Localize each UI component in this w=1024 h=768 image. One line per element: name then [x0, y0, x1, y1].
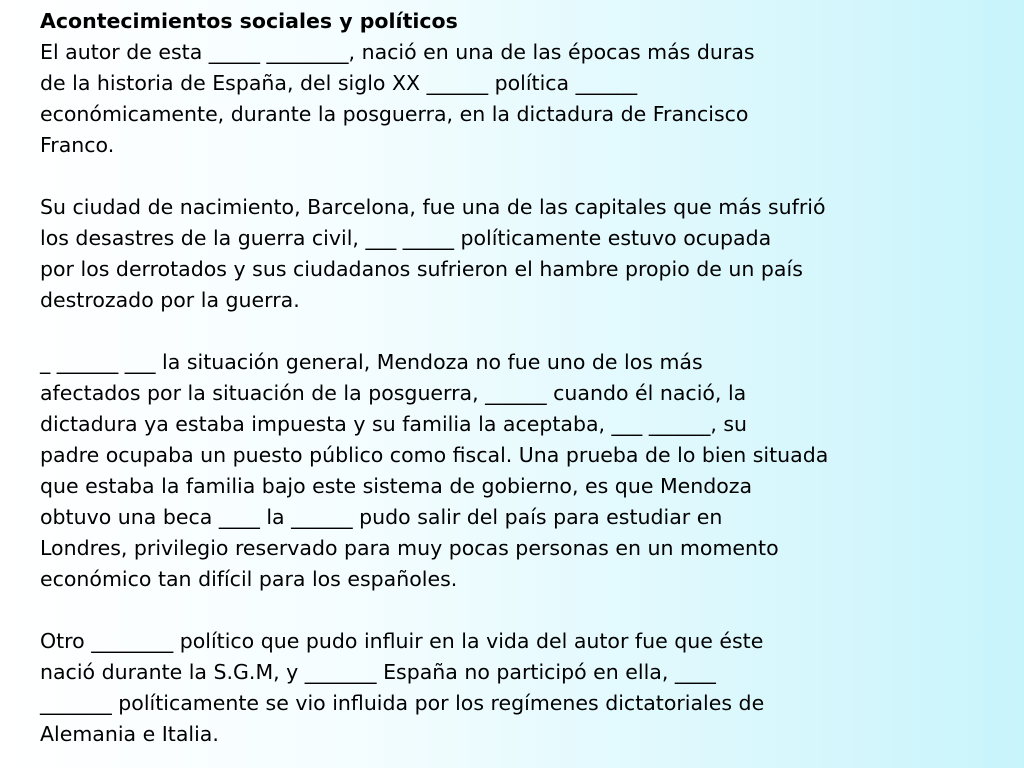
paragraph-line: Otro ________ político que pudo influir en la vida del autor fue que éste — [40, 629, 764, 653]
paragraph-line: dictadura ya estaba impuesta y su familia la aceptaba, ___ ______, su — [40, 412, 748, 436]
paragraph-line: destrozado por la guerra. — [40, 288, 300, 312]
paragraph-line: afectados por la situación de la posguerra, ______ cuando él nació, la — [40, 381, 747, 405]
paragraph-line: Londres, privilegio reservado para muy pocas personas en un momento — [40, 536, 779, 560]
paragraph-spacer — [40, 161, 990, 192]
paragraph-line: de la historia de España, del siglo XX ______ política ______ — [40, 71, 638, 95]
paragraph-line: económicamente, durante la posguerra, en la dictadura de Francisco — [40, 102, 749, 126]
paragraph-3 — [40, 347, 990, 595]
paragraph-line: obtuvo una beca ____ la ______ pudo salir del país para estudiar en — [40, 505, 723, 529]
paragraph-2 — [40, 192, 990, 316]
paragraph-spacer — [40, 316, 990, 347]
paragraph-line: Alemania e Italia. — [40, 722, 219, 746]
paragraph-line: _______ políticamente se vio influida por los regímenes dictatoriales de — [40, 691, 765, 715]
paragraph-line: por los derrotados y sus ciudadanos sufrieron el hambre propio de un país — [40, 257, 803, 281]
document-title: Acontecimientos sociales y políticos — [40, 9, 458, 33]
paragraph-line: Franco. — [40, 133, 115, 157]
paragraph-line: Su ciudad de nacimiento, Barcelona, fue una de las capitales que más sufrió — [40, 195, 826, 219]
paragraph-line: los desastres de la guerra civil, ___ _____ políticamente estuvo ocupada — [40, 226, 772, 250]
paragraph-line: padre ocupaba un puesto público como fiscal. Una prueba de lo bien situada — [40, 443, 829, 467]
paragraph-4 — [40, 626, 990, 750]
paragraph-line: que estaba la familia bajo este sistema de gobierno, es que Mendoza — [40, 474, 753, 498]
paragraph-line: económico tan difícil para los españoles. — [40, 567, 458, 591]
paragraph-spacer — [40, 595, 990, 626]
slide-content — [40, 6, 990, 750]
paragraph-line: nació durante la S.G.M, y _______ España no participó en ella, ____ — [40, 660, 716, 684]
paragraph-line: _ ______ ___ la situación general, Mendoza no fue uno de los más — [40, 350, 703, 374]
paragraph-line: El autor de esta _____ ________, nació en una de las épocas más duras — [40, 40, 755, 64]
paragraph-1 — [40, 37, 990, 161]
